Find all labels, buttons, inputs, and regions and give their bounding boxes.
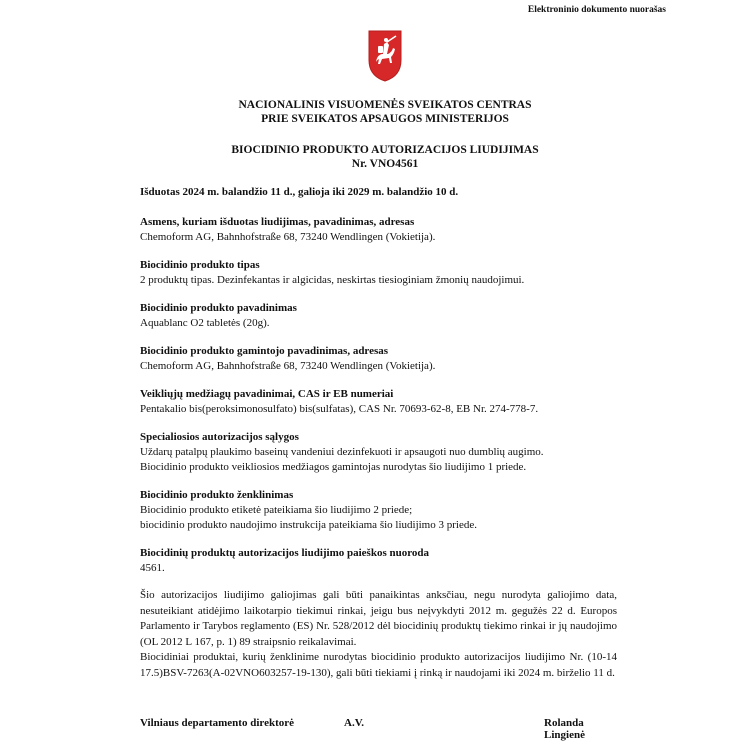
section-holder	[140, 215, 620, 245]
document-title	[0, 143, 750, 171]
section-title: Biocidinio produkto pavadinimas	[140, 302, 297, 314]
signatory-name: Rolanda Lingienė	[544, 717, 585, 741]
section-labelling	[140, 488, 620, 533]
section-value: Aquablanc O2 tabletės (20g).	[140, 317, 270, 329]
section-value: Chemoform AG, Bahnhofstraße 68, 73240 Wendlingen (Vokietija).	[140, 231, 436, 243]
electronic-copy-note: Elektroninio dokumento nuorašas	[527, 5, 666, 15]
stamp-placeholder: A.V.	[344, 717, 364, 729]
validity-paragraph: Šio autorizacijos liudijimo galiojimas gali būti panaikintas anksčiau, negu nurodyta galiojimo data, nesuteikiant atidėjimo laikotarpio tiekimui rinkai, jeigu bus neįvykdyti 2012 m. gegužės 22 d. Europos Parlamento ir Tarybos reglamento (ES) Nr. 528/2012 dėl biocidinių produktų tiekimo rinkai ir jų naudojimo (OL 2012 L 167, p. 1) 89 straipsnio reikalavimai.	[140, 589, 617, 648]
section-product-name	[140, 301, 620, 331]
section-value: Uždarų patalpų plaukimo baseinų vandeniui dezinfekuoti ir apsaugoti nuo dumblių augimo. Biocidinio produkto veikliosios medžiagos gamintojas nurodytas šio liudijimo 1 priede.	[140, 446, 544, 473]
institution-line-2: PRIE SVEIKATOS APSAUGOS MINISTERIJOS	[261, 113, 509, 125]
section-value: 2 produktų tipas. Dezinfekantas ir algicidas, neskirtas tiesioginiam žmonių naudojimui.	[140, 274, 525, 286]
section-title: Veikliųjų medžiagų pavadinimai, CAS ir EB numeriai	[140, 388, 394, 400]
section-title: Biocidinių produktų autorizacijos liudijimo paieškos nuoroda	[140, 547, 430, 559]
section-title: Biocidinio produkto tipas	[140, 259, 260, 271]
issued-validity: Išduotas 2024 m. balandžio 11 d., galioja iki 2029 m. balandžio 10 d.	[140, 186, 459, 198]
document-number: Nr. VNO4561	[351, 158, 419, 170]
section-active-substances	[140, 387, 620, 417]
section-title: Specialiosios autorizacijos sąlygos	[140, 431, 299, 443]
coat-of-arms-icon	[368, 30, 402, 82]
section-value: Pentakalio bis(peroksimonosulfato) bis(sulfatas), CAS Nr. 70693-62-8, EB Nr. 274-778-7.	[140, 403, 539, 415]
transition-paragraph: Biocidiniai produktai, kurių ženklinime nurodytas biocidinio produkto autorizacijos liudijimo Nr. (10-14 17.5)BSV-7263(A-02VNO603257-19-130), gali būti tiekiami į rinką ir naudojami iki 2024 m. birželio 11 d.	[140, 651, 617, 679]
document-title-line-1: BIOCIDINIO PRODUKTO AUTORIZACIJOS LIUDIJIMAS	[231, 144, 539, 156]
institution-line-1: NACIONALINIS VISUOMENĖS SVEIKATOS CENTRAS	[238, 99, 532, 111]
section-title: Biocidinio produkto gamintojo pavadinimas, adresas	[140, 345, 389, 357]
section-search-reference	[140, 546, 620, 576]
section-manufacturer	[140, 344, 620, 374]
section-special-conditions	[140, 430, 620, 475]
section-title: Asmens, kuriam išduotas liudijimas, pavadinimas, adresas	[140, 216, 415, 228]
section-value: Chemoform AG, Bahnhofstraße 68, 73240 Wendlingen (Vokietija).	[140, 360, 436, 372]
section-value: 4561.	[140, 562, 165, 574]
section-value: Biocidinio produkto etiketė pateikiama šio liudijimo 2 priede; biocidinio produkto naudojimo instrukcija pateikiama šio liudijimo 3 priede.	[140, 504, 477, 531]
section-product-type	[140, 258, 620, 288]
section-title: Biocidinio produkto ženklinimas	[140, 489, 294, 501]
signatory-role: Vilniaus departamento direktorė	[140, 717, 294, 729]
institution-heading	[0, 98, 750, 126]
